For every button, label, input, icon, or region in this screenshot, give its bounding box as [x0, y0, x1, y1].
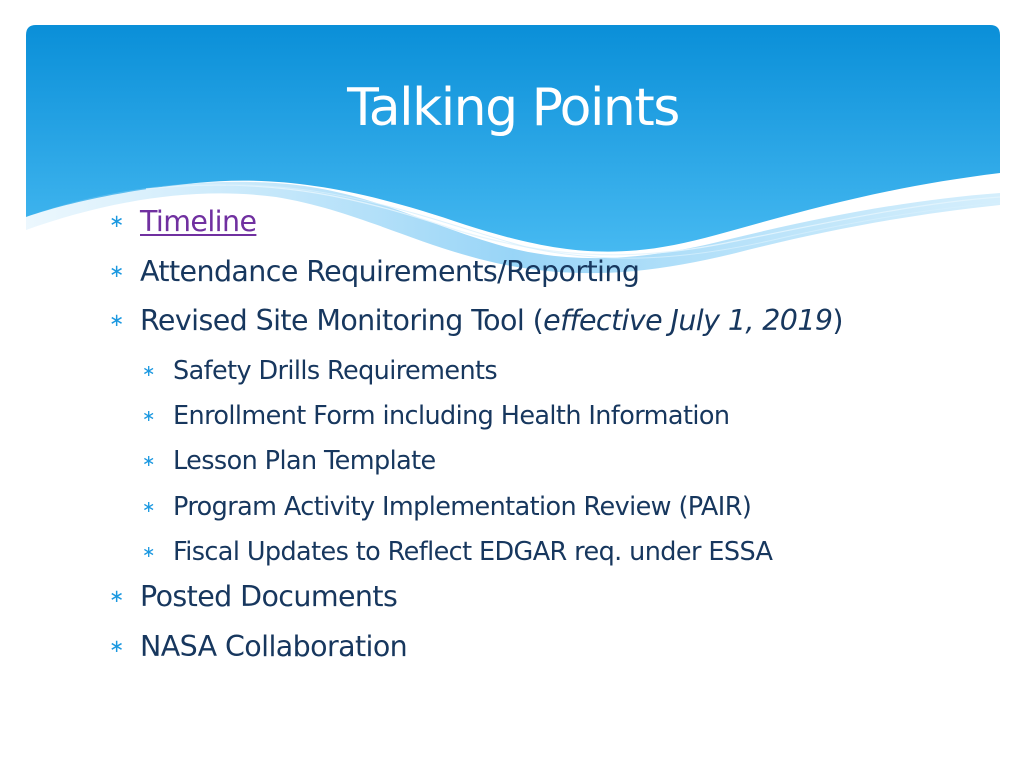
timeline-link[interactable]: Timeline: [140, 205, 257, 238]
list-item-posted-documents: [100, 575, 980, 625]
sub-item-pair: [100, 485, 980, 530]
sub-item-fiscal-updates: [100, 530, 980, 575]
list-item-revised-tool: [100, 299, 980, 349]
bullet-asterisk-icon: ∗: [142, 361, 156, 381]
bullet-asterisk-icon: ∗: [109, 211, 125, 232]
effective-date-note: effective July 1, 2019: [543, 304, 833, 338]
list-item-label: Attendance Requirements/Reporting: [140, 254, 640, 288]
bullet-asterisk-icon: ∗: [109, 635, 125, 657]
list-item-timeline: [100, 200, 980, 250]
list-item-label: Revised Site Monitoring Tool (: [140, 304, 544, 338]
bullet-asterisk-icon: ∗: [109, 310, 125, 332]
list-item-label-suffix: ): [832, 304, 843, 338]
bullet-asterisk-icon: ∗: [109, 586, 125, 607]
list-item-label: Program Activity Implementation Review (PAIR): [173, 491, 752, 522]
list-item-label: Lesson Plan Template: [173, 446, 436, 477]
bullet-asterisk-icon: ∗: [142, 541, 156, 561]
bullet-asterisk-icon: ∗: [142, 496, 156, 516]
sub-item-enrollment-form: [100, 394, 980, 439]
bullet-list: [100, 200, 980, 674]
bullet-asterisk-icon: ∗: [109, 260, 125, 282]
bullet-asterisk-icon: ∗: [142, 406, 156, 426]
list-item-label: Safety Drills Requirements: [173, 356, 498, 387]
bullet-asterisk-icon: ∗: [142, 451, 156, 471]
sub-item-safety-drills: [100, 349, 980, 394]
sub-item-lesson-plan: [100, 439, 980, 484]
list-item-label: Posted Documents: [140, 580, 398, 613]
list-item-label: Enrollment Form including Health Information: [173, 401, 730, 432]
list-item-label: Fiscal Updates to Reflect EDGAR req. under ESSA: [173, 536, 773, 567]
page-title: Talking Points: [347, 78, 679, 138]
list-item-nasa: [100, 625, 980, 675]
list-item-attendance: [100, 250, 980, 300]
list-item-label: NASA Collaboration: [140, 629, 408, 663]
